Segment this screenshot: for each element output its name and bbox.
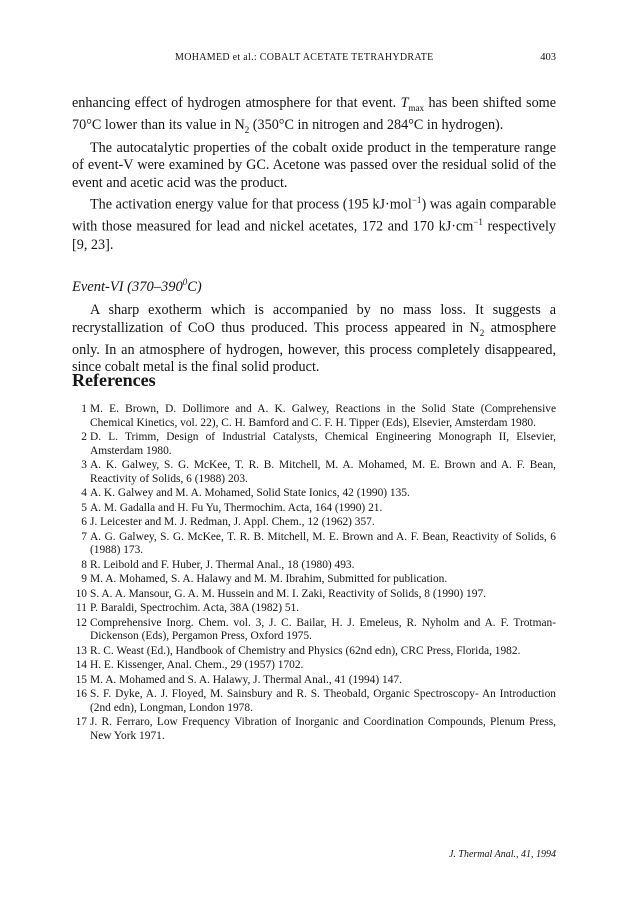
references-heading: References (72, 370, 156, 390)
reference-number: 10 (75, 587, 87, 600)
section-heading-event-vi (72, 277, 202, 296)
n2-subscript: 2 (479, 327, 485, 338)
reference-item (72, 688, 556, 715)
page-number: 403 (540, 52, 556, 63)
reference-item (72, 645, 556, 659)
paragraph-text: The activation energy value for that process (195 kJ·mol (90, 196, 412, 213)
paragraph-text: has been shifted some 70°C lower than its value in N (72, 95, 556, 134)
n2-subscript: 2 (244, 125, 250, 136)
tmax-subscript: max (408, 102, 425, 113)
reference-number: 14 (75, 659, 87, 671)
reference-text: D. L. Trimm, Design of Industrial Catalysts, Chemical Engineering Monograph II, Elsevier, Amsterdam 1980. (90, 431, 556, 457)
reference-item (72, 716, 556, 743)
running-title: MOHAMED et al.: COBALT ACETATE TETRAHYDRATE (175, 52, 434, 63)
reference-list (72, 403, 556, 744)
reference-text: R. Leibold and F. Huber, J. Thermal Anal., 18 (1980) 493. (90, 558, 355, 571)
reference-item (72, 588, 556, 602)
journal-footer: J. Thermal Anal., 41, 1994 (448, 849, 556, 860)
section-body (72, 302, 556, 377)
reference-number: 2 (81, 431, 87, 443)
paragraph-autocatalytic: The autocatalytic properties of the cobalt oxide product in the temperature range of event-V were examined by GC. Acetone was passed over the residual solid of the event and acetic acid was the product. (72, 139, 556, 191)
running-header (72, 52, 556, 66)
reference-number: 3 (81, 459, 87, 471)
reference-number: 13 (75, 644, 87, 657)
reference-item (72, 459, 556, 486)
reference-number: 16 (75, 688, 87, 700)
paragraph-text: ) was again comparable with those measured for lead and nickel acetates, 172 and 170 kJ·cm (72, 196, 556, 236)
reference-text: A. G. Galwey, S. G. McKee, T. R. B. Mitchell, M. E. Brown and A. F. Bean, Reactivity of Solids, 6 (1988) 173. (90, 530, 556, 556)
paragraph-text: enhancing effect of hydrogen atmosphere for that event. (72, 95, 401, 111)
reference-item (72, 516, 556, 530)
reference-item (72, 502, 556, 516)
reference-number: 4 (81, 487, 87, 499)
reference-item (72, 403, 556, 430)
reference-item (72, 487, 556, 501)
reference-item (72, 659, 556, 673)
reference-text: J. R. Ferraro, Low Frequency Vibration of Inorganic and Coordination Compounds, Plenum Press, New York 1971. (90, 716, 556, 742)
reference-number: 5 (81, 501, 87, 514)
reference-number: 7 (81, 530, 87, 543)
reference-number: 6 (81, 516, 87, 528)
reference-text: Comprehensive Inorg. Chem. vol. 3, J. C. Bailar, H. J. Emeleus, R. Nyholm and A. F. Trotman-Dickenson (Eds), Pergamon Press, Oxford 1975. (90, 616, 556, 642)
reference-number: 8 (81, 558, 87, 571)
reference-text: S. F. Dyke, A. J. Floyed, M. Sainsbury and R. S. Theobald, Organic Spectroscopy- An Introduction (2nd edn), Longman, London 1978. (90, 688, 556, 714)
paragraph-activation-energy (72, 192, 556, 254)
reference-number: 1 (81, 403, 87, 415)
reference-text: J. Leicester and M. J. Redman, J. Appl. Chem., 12 (1962) 357. (90, 516, 375, 528)
reference-item (72, 431, 556, 458)
reference-text: M. E. Brown, D. Dollimore and A. K. Galwey, Reactions in the Solid State (Comprehensive Chemical Kinetics, vol. 22), C. H. Bamford and C. F. H. Tipper (Eds), Elsevier, Amsterdam 1980. (90, 403, 556, 429)
reference-number: 11 (76, 602, 87, 614)
reference-text: R. C. Weast (Ed.), Handbook of Chemistry and Physics (62nd edn), CRC Press, Florida, 1982. (90, 644, 521, 657)
paragraph-text: A sharp exotherm which is accompanied by no mass loss. It suggests a recrystallization of CoO thus produced. This process appeared in N (72, 302, 556, 336)
tmax-symbol: T (400, 95, 409, 111)
reference-item (72, 531, 556, 558)
reference-text: A. M. Gadalla and H. Fu Yu, Thermochim. Acta, 164 (1990) 21. (90, 501, 383, 514)
exponent: −1 (473, 217, 483, 228)
reference-text: H. E. Kissenger, Anal. Chem., 29 (1957) 1702. (90, 659, 304, 671)
reference-text: M. A. Mohamed, S. A. Halawy and M. M. Ibrahim, Submitted for publication. (90, 573, 448, 585)
heading-text: Event-VI (370–390 (72, 278, 183, 295)
reference-number: 9 (81, 573, 87, 585)
paragraph-text: respectively [9, 23]. (72, 219, 556, 253)
reference-text: M. A. Mohamed and S. A. Halawy, J. Thermal Anal., 41 (1994) 147. (90, 673, 402, 686)
reference-item (72, 559, 556, 573)
degree-superscript: 0 (182, 277, 188, 287)
reference-number: 12 (75, 616, 87, 629)
reference-text: S. A. A. Mansour, G. A. M. Hussein and M. I. Zaki, Reactivity of Solids, 8 (1990) 197. (90, 587, 486, 600)
paragraph-text: (350°C in nitrogen and 284°C in hydrogen). (249, 117, 504, 134)
reference-number: 17 (75, 716, 87, 728)
reference-item (72, 573, 556, 587)
reference-item (72, 617, 556, 644)
reference-number: 15 (75, 673, 87, 686)
paragraph-tmax (72, 95, 556, 140)
paragraph-exotherm (72, 302, 556, 377)
body-text (72, 95, 556, 254)
exponent: −1 (411, 195, 422, 206)
reference-item (72, 674, 556, 688)
heading-text: C) (187, 278, 202, 295)
reference-text: A. K. Galwey and M. A. Mohamed, Solid State Ionics, 42 (1990) 135. (90, 487, 410, 499)
paragraph-text: atmosphere only. In an atmosphere of hydrogen, however, this process completely disappeared, since cobalt metal is the final solid product. (72, 319, 556, 376)
reference-text: A. K. Galwey, S. G. McKee, T. R. B. Mitchell, M. A. Mohamed, M. E. Brown and A. F. Bean, Reactivity of Solids, 6 (1988) 203. (90, 459, 556, 485)
reference-text: P. Baraldi, Spectrochim. Acta, 38A (1982) 51. (90, 602, 300, 614)
reference-item (72, 602, 556, 616)
